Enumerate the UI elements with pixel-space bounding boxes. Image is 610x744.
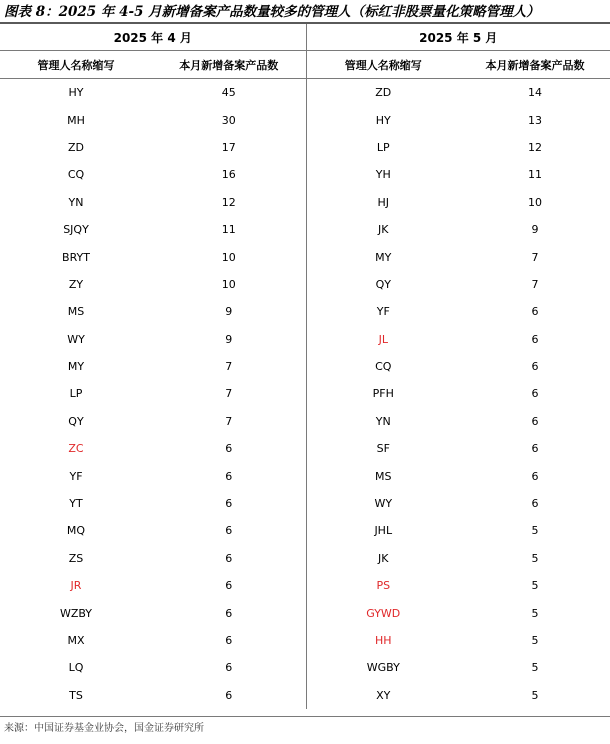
april-manager-cell: MH — [67, 113, 85, 127]
may-manager-cell: JL — [306, 326, 460, 353]
table-row — [0, 462, 610, 489]
may-manager-cell: YF — [306, 298, 460, 325]
may-manager-cell: SF — [306, 435, 460, 462]
april-count-cell: 12 — [221, 195, 236, 209]
may-count-cell: 9 — [531, 223, 539, 237]
april-count-cell: 30 — [221, 113, 236, 127]
may-count-cell: 6 — [531, 387, 539, 401]
april-count-cell: 7 — [225, 387, 233, 401]
table-row — [0, 216, 610, 243]
may-count-cell: 7 — [531, 277, 539, 291]
may-manager-cell: ZD — [306, 79, 460, 107]
column-header-april-count: 本月新增备案产品数 — [152, 51, 306, 79]
april-count-cell: 9 — [225, 305, 233, 319]
source-note: 来源：中国证券基金业协会，国金证券研究所 — [4, 723, 204, 734]
column-header-april-manager: 管理人名称缩写 — [0, 51, 152, 79]
column-header-may-count: 本月新增备案产品数 — [460, 51, 610, 79]
may-manager-cell: PFH — [306, 380, 460, 407]
may-count-cell: 5 — [531, 606, 539, 620]
may-manager-cell: XY — [306, 682, 460, 709]
april-count-cell: 6 — [225, 688, 233, 702]
table-row — [0, 627, 610, 654]
may-manager-cell: MS — [306, 462, 460, 489]
april-manager-cell: ZY — [68, 277, 84, 291]
may-manager-cell: MY — [306, 243, 460, 270]
table-row — [0, 517, 610, 544]
april-manager-cell: TS — [69, 688, 83, 702]
april-count-cell: 6 — [225, 661, 233, 675]
april-count-cell: 10 — [221, 250, 236, 264]
april-count-cell: 6 — [225, 442, 233, 456]
may-manager-cell: HY — [306, 106, 460, 133]
may-manager-cell: CQ — [306, 353, 460, 380]
may-count-cell: 6 — [531, 360, 539, 374]
april-manager-cell: YF — [69, 469, 83, 483]
april-manager-cell: MQ — [66, 524, 86, 538]
april-count-cell: 6 — [225, 497, 233, 511]
may-manager-cell: LP — [306, 134, 460, 161]
april-count-cell: 6 — [225, 579, 233, 593]
april-manager-cell: CQ — [67, 168, 85, 182]
manager-filings-table — [0, 24, 610, 709]
may-manager-cell: JK — [306, 545, 460, 572]
may-count-cell: 11 — [528, 168, 543, 182]
april-count-cell: 7 — [225, 360, 233, 374]
april-manager-cell: MX — [67, 634, 85, 647]
may-manager-cell: HH — [306, 627, 460, 654]
may-count-cell: 10 — [528, 195, 543, 209]
april-count-cell: 9 — [225, 332, 233, 346]
april-manager-cell: BRYT — [62, 250, 90, 264]
april-manager-cell: ZD — [67, 140, 84, 154]
april-count-cell: 17 — [221, 140, 236, 154]
bottom-rule — [0, 716, 610, 717]
april-manager-cell: MS — [67, 305, 85, 319]
may-count-cell: 14 — [528, 86, 543, 100]
april-count-cell: 11 — [221, 223, 236, 237]
table-row — [0, 106, 610, 133]
april-manager-cell: ZC — [68, 442, 84, 456]
table-row — [0, 380, 610, 407]
may-count-cell: 5 — [531, 661, 539, 675]
table-row — [0, 271, 610, 298]
april-count-cell: 6 — [225, 469, 233, 483]
may-manager-cell: QY — [306, 271, 460, 298]
table-body — [0, 79, 610, 709]
april-count-cell: 6 — [225, 606, 233, 620]
may-count-cell: 6 — [531, 332, 539, 346]
may-manager-cell: YN — [306, 408, 460, 435]
april-count-cell: 10 — [221, 277, 236, 291]
table-row — [0, 408, 610, 435]
table-row — [0, 189, 610, 216]
may-count-cell: 12 — [528, 140, 543, 154]
table-row — [0, 161, 610, 188]
may-count-cell: 6 — [531, 497, 539, 511]
column-header-may-manager: 管理人名称缩写 — [306, 51, 460, 79]
table-row — [0, 435, 610, 462]
april-count-cell: 6 — [225, 551, 233, 565]
may-count-cell: 13 — [528, 113, 543, 127]
table-row — [0, 490, 610, 517]
table-row — [0, 243, 610, 270]
april-manager-cell: HY — [68, 86, 84, 100]
april-manager-cell: LP — [69, 387, 83, 401]
april-manager-cell: LQ — [68, 661, 84, 675]
figure-title: 图表 8：2025 年 4-5 月新增备案产品数量较多的管理人（标红非股票量化策略管理人） — [4, 4, 540, 20]
may-manager-cell: GYWD — [306, 599, 460, 626]
april-count-cell: 16 — [221, 168, 236, 182]
may-manager-cell: WY — [306, 490, 460, 517]
table-row — [0, 599, 610, 626]
april-manager-cell: MY — [67, 360, 85, 374]
may-count-cell: 6 — [531, 414, 539, 428]
april-count-cell: 6 — [225, 524, 233, 538]
april-manager-cell: YT — [69, 497, 83, 511]
april-manager-cell: ZS — [68, 551, 84, 565]
table-row — [0, 654, 610, 681]
april-manager-cell: SJQY — [63, 223, 89, 237]
may-count-cell: 7 — [531, 250, 539, 264]
may-manager-cell: JK — [306, 216, 460, 243]
table-row — [0, 134, 610, 161]
table-row — [0, 572, 610, 599]
may-count-cell: 6 — [531, 442, 539, 456]
may-manager-cell: YH — [306, 161, 460, 188]
table-row — [0, 353, 610, 380]
may-count-cell: 6 — [531, 305, 539, 319]
april-count-cell: 7 — [225, 414, 233, 428]
april-manager-cell: WY — [67, 332, 85, 346]
group-header-april: 2025 年 4 月 — [0, 24, 306, 51]
may-count-cell: 5 — [531, 524, 539, 538]
may-manager-cell: HJ — [306, 189, 460, 216]
may-count-cell: 5 — [531, 551, 539, 565]
may-manager-cell: PS — [306, 572, 460, 599]
april-manager-cell: WZBY — [59, 606, 93, 620]
april-manager-cell: YN — [68, 195, 84, 209]
april-count-cell: 6 — [225, 634, 233, 647]
may-manager-cell: WGBY — [306, 654, 460, 681]
april-count-cell: 45 — [221, 86, 236, 100]
april-manager-cell: JR — [70, 579, 82, 593]
group-header-may: 2025 年 5 月 — [306, 24, 610, 51]
table-row — [0, 682, 610, 709]
table-row — [0, 298, 610, 325]
may-count-cell: 6 — [531, 469, 539, 483]
may-count-cell: 5 — [531, 579, 539, 593]
april-manager-cell: QY — [68, 414, 84, 428]
table-row — [0, 326, 610, 353]
may-count-cell: 5 — [531, 688, 539, 702]
may-count-cell: 5 — [531, 634, 539, 647]
table-row — [0, 79, 610, 107]
may-manager-cell: JHL — [306, 517, 460, 544]
table-row — [0, 545, 610, 572]
